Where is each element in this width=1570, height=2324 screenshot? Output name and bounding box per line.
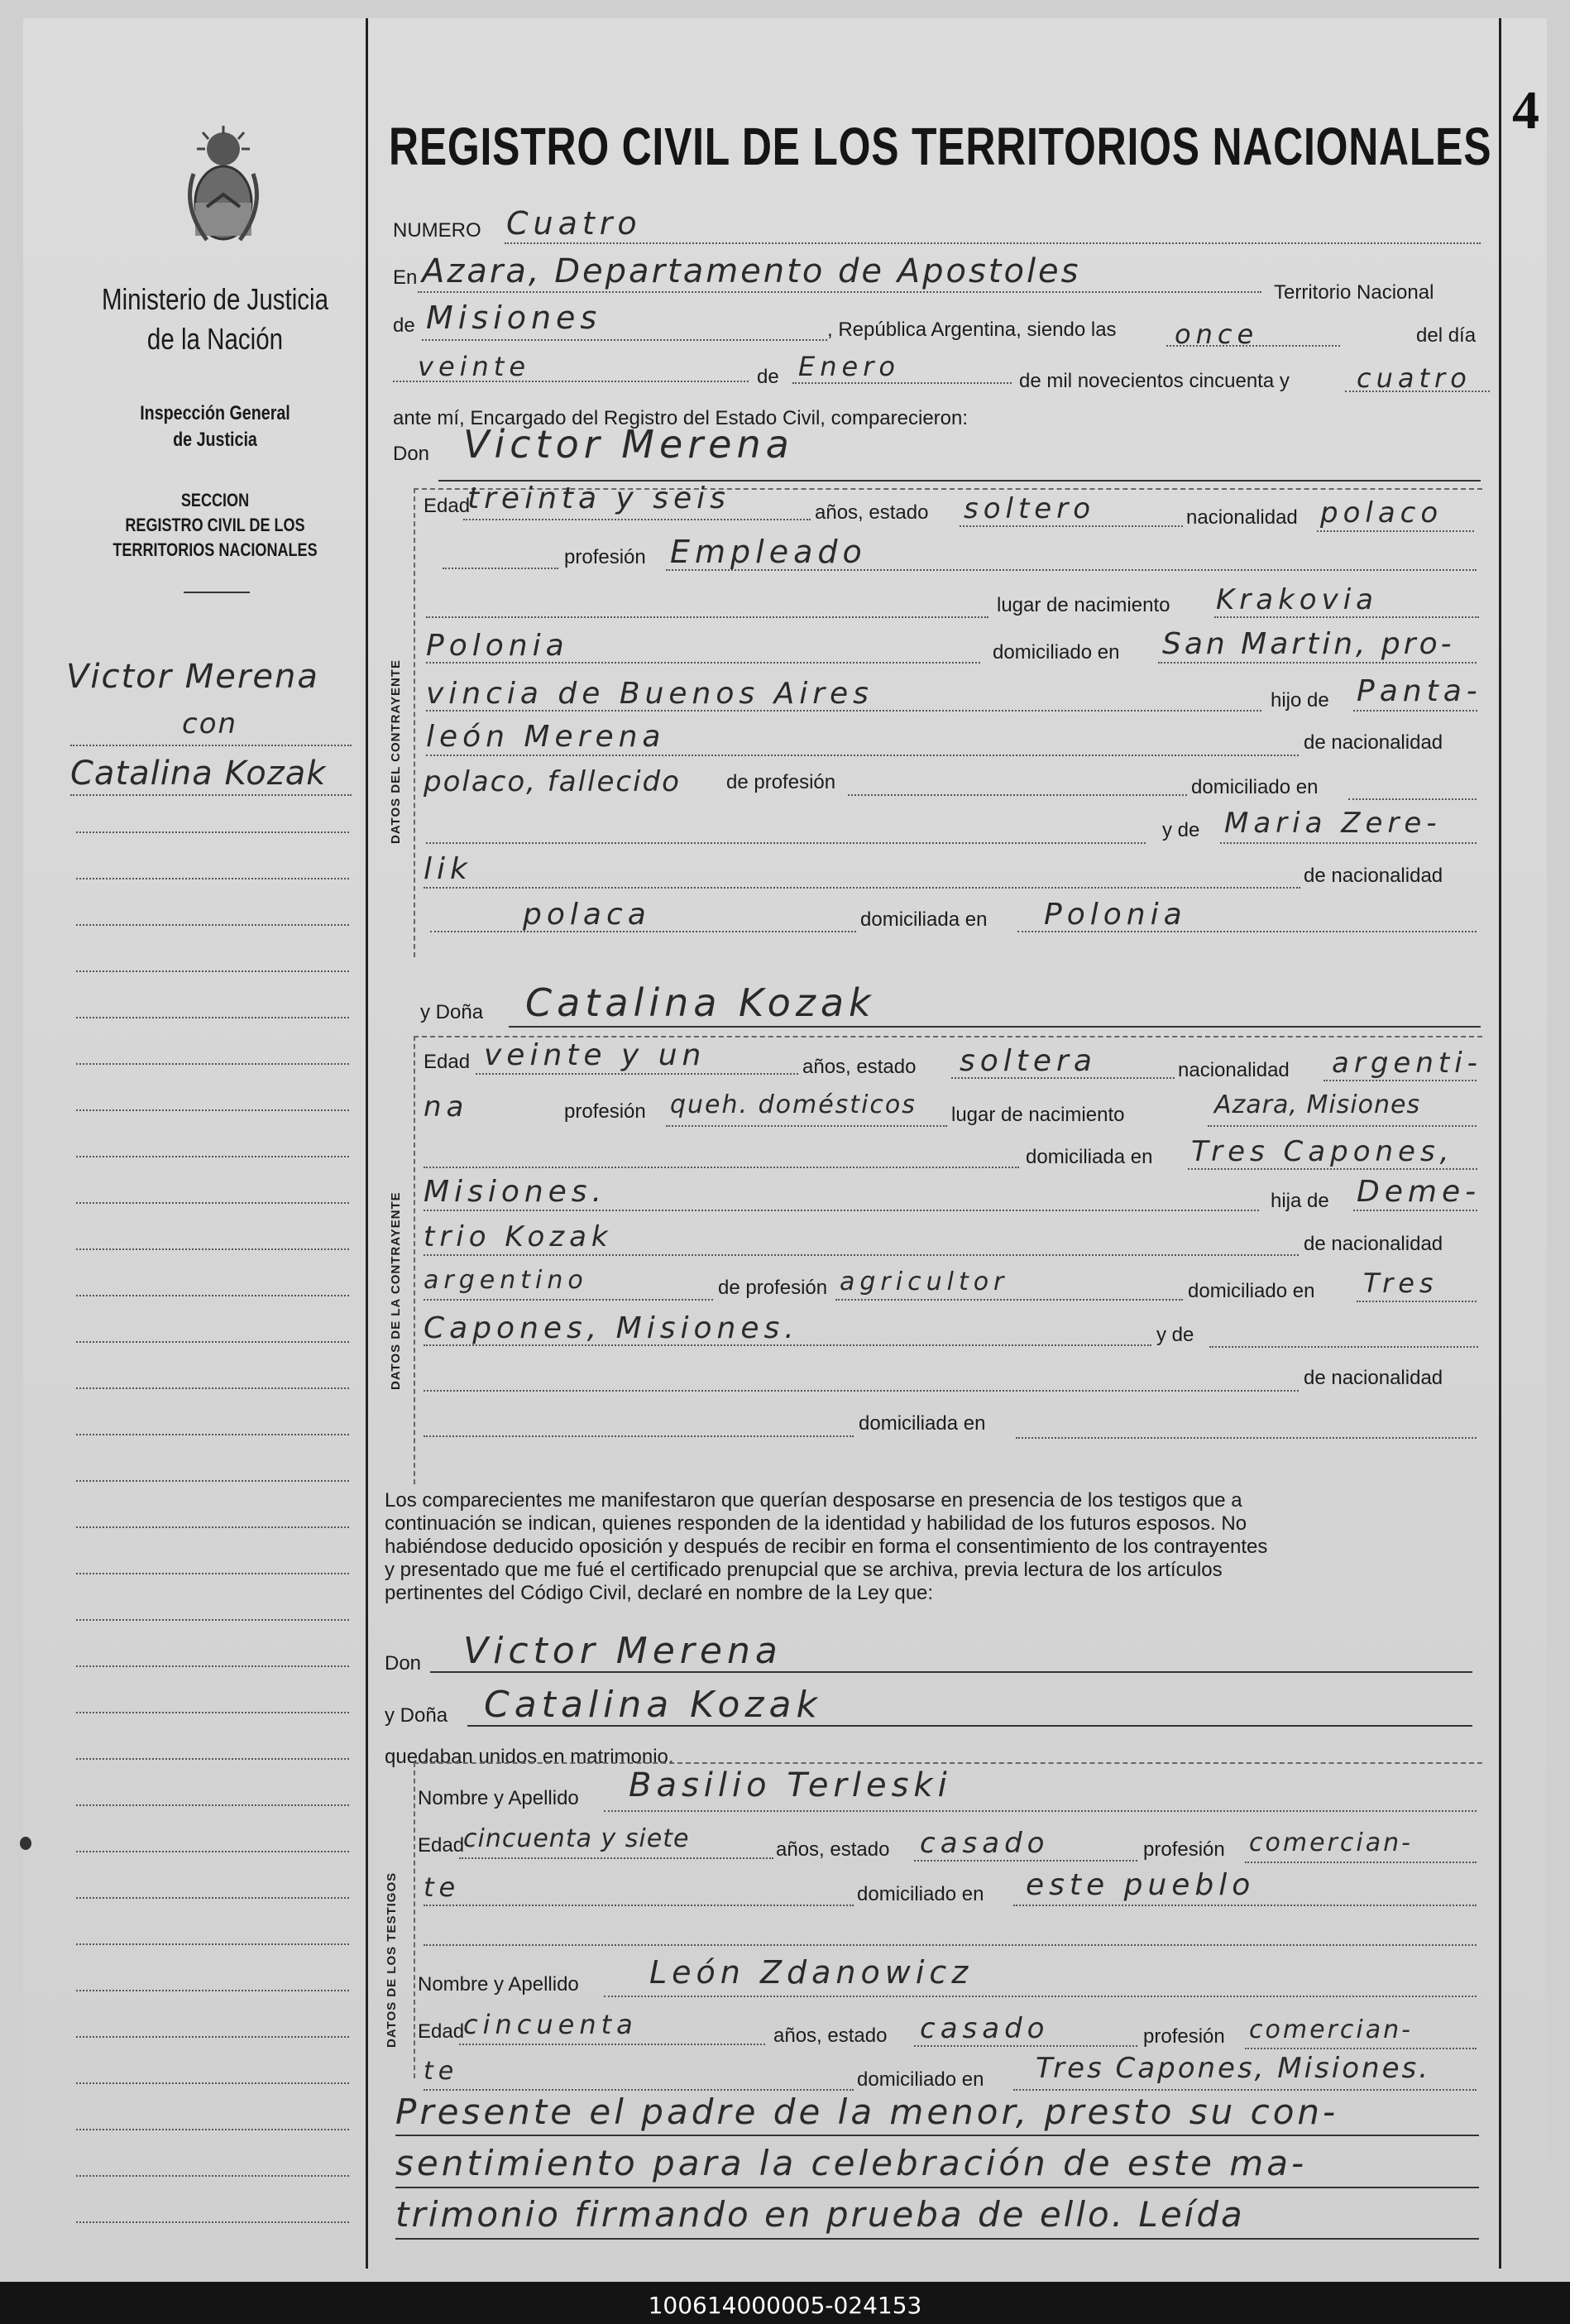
dona-label: y Doña (420, 1001, 484, 1023)
blank-line (443, 568, 558, 569)
sidebar-ruled-line (76, 1434, 349, 1435)
edad-label: Edad (424, 1051, 471, 1073)
sidebar-ruled-line (76, 1387, 349, 1389)
de-nacionalidad-label: de nacionalidad (1304, 865, 1443, 887)
de-line (422, 339, 827, 341)
declaration-don-label: Don (385, 1652, 422, 1675)
padre-value-cont: león Merena (426, 720, 666, 754)
testigo2-nombre-value: León Zdanowicz (649, 1954, 974, 1991)
sidebar-ruled-line (76, 1156, 349, 1157)
sidebar-ruled-line (76, 1990, 349, 1991)
blank-line (426, 616, 988, 618)
mes-value: Enero (798, 351, 900, 382)
de-nacionalidad-label: de nacionalidad (1304, 1233, 1443, 1255)
ministry-line: de la Nación (146, 322, 284, 356)
lugar-line (1208, 1125, 1477, 1127)
section-line: REGISTRO CIVIL DE LOS (125, 515, 305, 535)
madre-line-cont (424, 887, 1300, 889)
domicilio-value-cont: Misiones. (424, 1175, 607, 1209)
domicilio-value: San Martin, pro- (1162, 627, 1455, 661)
contrayenta-section-label: DATOS DE LA CONTRAYENTE (389, 1191, 403, 1390)
domicilio-line (1188, 1168, 1477, 1170)
hora-value: once (1175, 319, 1259, 350)
edad-value: treinta y seis (467, 482, 730, 515)
sidebar-ruled-line (76, 1341, 349, 1343)
declaration-line: habiéndose deducido oposición y después de recibir en forma el consentimiento de los contrayentes (385, 1536, 1268, 1558)
anio-line (1345, 391, 1490, 392)
lugar-label: lugar de nacimiento (951, 1104, 1125, 1126)
en-line (418, 291, 1261, 293)
sidebar-ruled-line (76, 2036, 349, 2038)
estado-label: años, estado (815, 501, 929, 524)
padre-value-cont: trio Kozak (424, 1220, 613, 1253)
edad-value: veinte y un (484, 1038, 706, 1072)
edad-label: Edad (424, 495, 471, 517)
domiciliado-label: domiciliado en (993, 641, 1120, 664)
padre-dom-line-cont (424, 1344, 1151, 1346)
blank-line (426, 842, 1146, 844)
numero-value: Cuatro (506, 205, 642, 242)
testigo1-estado-line (914, 1860, 1137, 1862)
sidebar-ruled-line (76, 1248, 349, 1250)
domiciliado-en-label: domiciliado en (1191, 776, 1319, 798)
document-id: 100614000005-024153 (648, 2292, 922, 2319)
lugar-value: Krakovia (1216, 583, 1379, 616)
contrayente-section-label: DATOS DEL CONTRAYENTE (389, 659, 403, 844)
testigo2-edad-value: cincuenta (463, 2009, 638, 2040)
domicilio-padre-line (1348, 798, 1477, 800)
declaration-dona-label: y Doña (385, 1704, 448, 1727)
anio-value: cuatro (1357, 362, 1472, 394)
sidebar-ruled-line (76, 2082, 349, 2084)
note-underline (395, 2187, 1479, 2188)
testigo1-nombre-line (604, 1810, 1477, 1812)
padre-value: Deme- (1357, 1175, 1481, 1209)
padre-line (1353, 1210, 1477, 1211)
sidebar-ruled-line (76, 1943, 349, 1945)
madre-value: Maria Zere- (1224, 807, 1442, 840)
sidebar-ruled-line (76, 1480, 349, 1482)
sidebar-ruled-line (76, 1619, 349, 1621)
madre-nac-value: polaca (523, 898, 651, 932)
testigo1-nombre-label: Nombre y Apellido (418, 1787, 579, 1809)
sidebar-ruled-line (76, 1758, 349, 1760)
testigo1-estado-label: años, estado (776, 1838, 890, 1861)
nacionalidad-value-cont: na (424, 1090, 469, 1124)
sidebar-ruled-line (76, 2175, 349, 2177)
sidebar-ruled-line (76, 2221, 349, 2223)
padre-prof-line (835, 1299, 1183, 1301)
page-number: 4 (1512, 80, 1539, 141)
de-profesion-label: de profesión (726, 771, 836, 793)
domiciliada-label: domiciliada en (1026, 1146, 1153, 1168)
padre-nac-value: argentino (424, 1266, 588, 1295)
edad-line (476, 1073, 798, 1075)
mes-line (792, 382, 1012, 384)
note-line: Presente el padre de la menor, presto su con- (395, 2092, 1339, 2132)
dona-value: Catalina Kozak (525, 980, 876, 1025)
profesion-label: profesión (564, 1100, 646, 1123)
testigo2-profesion-label: profesión (1143, 2025, 1225, 2048)
domiciliada-label: domiciliada en (860, 908, 988, 931)
sidebar-ruled-line (76, 1665, 349, 1667)
profesion-label: profesión (564, 546, 646, 568)
testigo2-domicilio-value: Tres Capones, Misiones. (1036, 2052, 1431, 2085)
y-de-label: y de (1156, 1324, 1194, 1346)
de-profesion-label: de profesión (718, 1277, 828, 1299)
testigo2-domiciliado-label: domiciliado en (857, 2068, 984, 2091)
sidebar-ruled-line (76, 1573, 349, 1574)
testigo2-profesion-line-cont (424, 2089, 854, 2091)
testigo1-estado-value: casado (920, 1827, 1050, 1860)
madre-dom-line (1017, 931, 1477, 932)
domicilio-line-cont (426, 710, 1261, 712)
testigo1-edad-value: cincuenta y siete (463, 1824, 690, 1853)
sidebar-ruled-line (76, 1851, 349, 1852)
padre-value: Panta- (1357, 674, 1482, 708)
madre-nac-line (424, 1435, 854, 1437)
edad-line (463, 519, 811, 520)
domiciliado-en-label: domiciliado en (1188, 1280, 1315, 1302)
domicilio-value: Tres Capones, (1191, 1135, 1454, 1168)
don-value: Victor Merena (463, 422, 794, 467)
sidebar-divider (366, 18, 368, 2269)
testigo2-profesion-line (1245, 2048, 1477, 2049)
sidebar-ruled-line (76, 1897, 349, 1899)
profesion-line (666, 569, 1477, 571)
testigo2-estado-value: casado (920, 2012, 1050, 2045)
sidebar-ruled-line (76, 1063, 349, 1065)
estado-line (960, 525, 1183, 527)
y-de-label: y de (1162, 819, 1200, 841)
coat-of-arms-icon (182, 124, 265, 248)
estado-value: soltero (964, 492, 1095, 525)
sidebar-ruled-line (76, 924, 349, 926)
padre-line-cont (424, 1254, 1299, 1256)
testigo2-domicilio-line (1013, 2089, 1477, 2091)
sidebar-ruled-line (76, 970, 349, 972)
padre-nac-line (424, 1299, 713, 1301)
declaration-line: Los comparecientes me manifestaron que querían desposarse en presencia de los testigos que a (385, 1489, 1242, 1512)
de-mes-label: de (757, 366, 779, 388)
de-value: Misiones (426, 299, 602, 336)
testigo2-profesion-value: comercian- (1249, 2015, 1413, 2044)
inspection-name (79, 400, 351, 453)
declaration-line: continuación se indican, quienes responden de la identidad y habilidad de los futuros esposos. No (385, 1512, 1247, 1535)
madre-line (1209, 1346, 1478, 1348)
anio-label: de mil novecientos cincuenta y (1019, 370, 1290, 392)
madre-nac-line (430, 931, 856, 932)
sidebar-ruled-line (70, 794, 352, 796)
sidebar-ruled-line (76, 1017, 349, 1018)
note-underline (395, 2238, 1479, 2240)
declaration-don-value: Victor Merena (463, 1630, 783, 1672)
profesion-padre-line (848, 794, 1187, 796)
profesion-value: queh. domésticos (670, 1090, 917, 1119)
testigo1-profesion-line-cont (424, 1905, 854, 1906)
nacionalidad-value: polaco (1320, 496, 1443, 529)
ministry-line: Ministerio de Justicia (102, 282, 328, 316)
testigo1-profesion-value: comercian- (1249, 1828, 1413, 1857)
note-line: trimonio firmando en prueba de ello. Leída (395, 2194, 1245, 2235)
testigo1-edad-label: Edad (418, 1834, 465, 1857)
lugar-line-cont (426, 662, 980, 664)
section-name (79, 488, 351, 563)
domicilio-line-cont (424, 1210, 1259, 1211)
nacionalidad-label: nacionalidad (1186, 506, 1298, 529)
don-label: Don (393, 443, 430, 465)
madre-dom-line (1016, 1437, 1477, 1439)
testigo2-nombre-label: Nombre y Apellido (418, 1973, 579, 1996)
sidebar-ruled-line (76, 1804, 349, 1806)
testigo2-nombre-line (604, 1996, 1477, 1997)
footer-bar (0, 2282, 1570, 2324)
madre-dom-value: Polonia (1044, 898, 1187, 932)
section-line: SECCION (180, 490, 250, 510)
hija-label: hija de (1271, 1190, 1329, 1212)
testigo1-domicilio-line (1013, 1905, 1477, 1906)
padre-line (1353, 710, 1477, 712)
sidebar-ruled-line (76, 1295, 349, 1296)
testigo2-edad-label: Edad (418, 2020, 465, 2043)
declaration-line: y presentado que me fué el certificado prenupcial que se archiva, previa lectura de los artículos (385, 1559, 1223, 1581)
sidebar-ruled-line (76, 2129, 349, 2130)
inspection-line: Inspección General (140, 402, 290, 424)
domicilio-line (1158, 662, 1477, 664)
madre-value-cont: lik (424, 852, 472, 886)
de-label: de (393, 314, 415, 337)
sidebar-ruled-line (76, 1526, 349, 1528)
hijo-label: hijo de (1271, 689, 1329, 712)
testigo2-edad-line (459, 2044, 765, 2045)
margin-note-line: Victor Merena (66, 658, 319, 696)
declaration-dona-value: Catalina Kozak (484, 1684, 822, 1726)
lugar-value-cont: Polonia (426, 629, 569, 663)
nacionalidad-line (1323, 1080, 1477, 1081)
padre-dom-value: Tres (1363, 1267, 1438, 1299)
declaration-line: pertinentes del Código Civil, declaré en nombre de la Ley que: (385, 1582, 934, 1604)
territorio-label: Territorio Nacional (1274, 281, 1434, 304)
testigo1-nombre-value: Basilio Terleski (629, 1766, 952, 1804)
padre-prof-value: agricultor (840, 1267, 1009, 1296)
testigo1-edad-line (459, 1857, 773, 1859)
en-value: Azara, Departamento de Apostoles (422, 252, 1081, 290)
testigo1-profesion-value-cont: te (424, 1871, 461, 1903)
inspection-line: de Justicia (173, 429, 257, 451)
sidebar-ruled-line (76, 1712, 349, 1713)
margin-note-line: Catalina Kozak (70, 755, 327, 793)
dona-line (509, 1026, 1481, 1028)
estado-value: soltera (960, 1044, 1097, 1078)
profesion-line (666, 1125, 947, 1127)
testigo2-estado-line (914, 2045, 1137, 2047)
nacionalidad-label: nacionalidad (1178, 1059, 1290, 1081)
testigo1-domicilio-value: este pueblo (1026, 1868, 1256, 1902)
profesion-value: Empleado (670, 534, 867, 570)
padre-dom-value-cont: Capones, Misiones. (424, 1311, 799, 1345)
testigo1-profesion-line (1245, 1862, 1477, 1863)
de-nacionalidad-label: de nacionalidad (1304, 731, 1443, 754)
numero-line (505, 242, 1481, 244)
madre-line-cont (424, 1390, 1299, 1392)
en-label: En (393, 266, 418, 289)
domiciliada-label: domiciliada en (859, 1412, 986, 1435)
page-title: REGISTRO CIVIL DE LOS TERRITORIOS NACIONALES (389, 117, 1492, 176)
lugar-value: Azara, Misiones (1214, 1090, 1421, 1119)
sidebar-ruled-line (76, 831, 349, 833)
nacionalidad-line (1317, 530, 1474, 532)
padre-dom-line (1357, 1301, 1477, 1302)
madre-line (1220, 842, 1477, 844)
right-margin-rule (1499, 18, 1501, 2269)
declaration-text (385, 1489, 1485, 1605)
hora-line (1166, 345, 1340, 347)
sidebar-ruled-line (76, 878, 349, 879)
testigo2-estado-label: años, estado (773, 2025, 888, 2047)
margin-note-line: con (182, 707, 238, 740)
unidos-text: quedaban unidos en matrimonio. (385, 1746, 674, 1768)
del-dia-label: del día (1416, 324, 1477, 347)
sidebar-ruled-line (70, 745, 352, 746)
sidebar-ruled-line (76, 1109, 349, 1111)
ante-mi-text: ante mí, Encargado del Registro del Estado Civil, comparecieron: (393, 407, 969, 429)
republica-label: , República Argentina, siendo las (827, 319, 1117, 341)
estado-line (951, 1077, 1175, 1079)
declaration-dona-line (467, 1725, 1472, 1727)
testigo1-profesion-label: profesión (1143, 1838, 1225, 1861)
ministry-name (79, 280, 351, 359)
lugar-line (1214, 616, 1479, 618)
padre-nac-value: polaco, fallecido (424, 765, 681, 798)
binder-hole (20, 1837, 31, 1850)
numero-label: NUMERO (393, 219, 481, 242)
divider (184, 592, 250, 593)
estado-label: años, estado (802, 1056, 917, 1078)
de-nacionalidad-label: de nacionalidad (1304, 1367, 1443, 1389)
lugar-label: lugar de nacimiento (997, 594, 1170, 616)
testigo1-domiciliado-label: domiciliado en (857, 1883, 984, 1905)
testigos-section-label: DATOS DE LOS TESTIGOS (385, 1871, 399, 2048)
note-underline (395, 2135, 1479, 2136)
sidebar-ruled-line (76, 1202, 349, 1204)
testigo2-profesion-value-cont: te (424, 2057, 459, 2086)
domicilio-value-cont: vincia de Buenos Aires (426, 677, 874, 711)
declaration-don-line (430, 1671, 1472, 1673)
dia-line (393, 381, 749, 382)
blank-line (424, 1167, 1019, 1168)
note-line: sentimiento para la celebración de este ma- (395, 2143, 1308, 2183)
blank-line (424, 1944, 1477, 1946)
dia-value: veinte (418, 351, 531, 382)
nacionalidad-value: argenti- (1332, 1047, 1482, 1080)
padre-line-cont (426, 755, 1299, 756)
section-line: TERRITORIOS NACIONALES (112, 539, 318, 560)
